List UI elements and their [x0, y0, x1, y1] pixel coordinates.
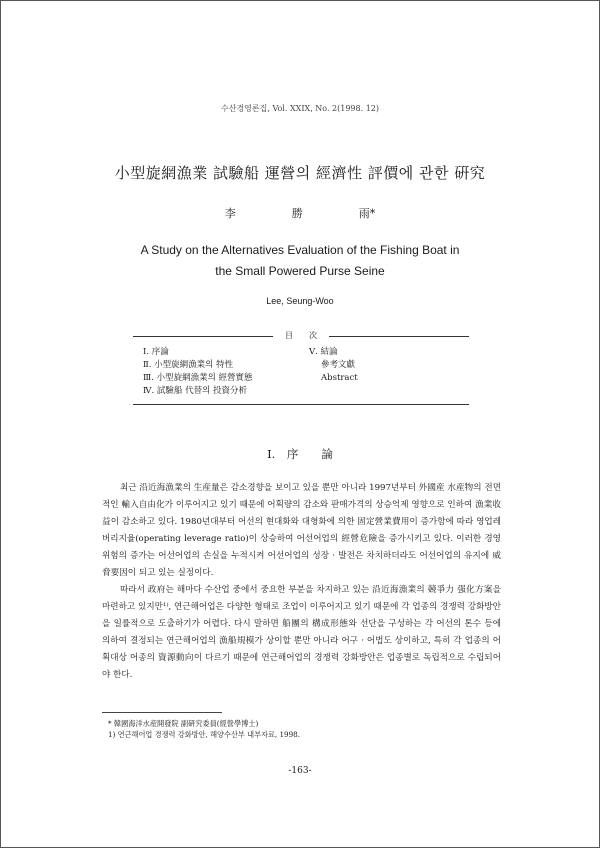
paragraph-1: 최근 沿近海漁業의 生産量은 감소경향을 보이고 있을 뿐만 아니라 1997년부터 外國産 水産物의 전면적인 輸入自由化가 이루어지고 있기 때문에 어획량의 감소와 판매가격의 상승억제 영향으로 인하여 漁業收益이 감소하고 있다. 1980년대부터 어선의 현대화와 대형화에 의한 固定營業費用이 증가함에 따라 영업레버리지율(operating leverage ratio)이 상승하여 어선어업의 經營危險을 증가시키고 있다. 이러한 경영위험의 증가는 어선어업의 손실을 누적시켜 어선어업의 성장 · 발전은 차치하더라도 어선어업의 유지에 威脅要因이 되고 있는 실정이다. — [102, 483, 501, 578]
toc-heading: 目 次 — [273, 330, 329, 341]
table-of-contents — [133, 331, 469, 408]
english-title — [0, 240, 600, 282]
toc-item: Ⅳ. 試驗船 代替의 投資分析 — [143, 386, 248, 396]
toc-item: Ⅲ. 小型旋網漁業의 經營實態 — [143, 373, 253, 383]
toc-left-column — [143, 346, 253, 398]
author-char-2: 勝 — [291, 207, 303, 220]
korean-title: 小型旋網漁業 試驗船 運營의 經濟性 評價에 관한 硏究 — [114, 164, 486, 182]
toc-item: 參考文獻 — [321, 360, 356, 370]
paragraph-2: 따라서 政府는 해마다 수산업 중에서 중요한 부분을 차지하고 있는 沿近海漁業의 競爭力 强化方案을 마련하고 있지만¹⁾, 연근해어업은 다양한 형태로 조업이 이루어지고 있기 때문에 각 업종의 경쟁력 강화방안을 일률적으로 도출하기가 어렵다. 다시 말하면 船團의 構成形態와 선단을 구성하는 각 어선의 톤수 등에 의하여 결정되는 연근해어업의 漁船規模가 상이할 뿐만 아니라 어구 · 어법도 상이하고, 특히 각 업종의 어획대상 어종의 資源動向이 다르기 때문에 연근해어업의 경쟁력 강화방안은 업종별로 독립적으로 수립되어야 한다. — [102, 585, 501, 680]
journal-header: 수산경영론집, Vol. XXIX, No. 2(1998. 12) — [220, 104, 379, 113]
toc-item: Ⅴ. 結論 — [309, 347, 338, 357]
toc-right-column — [309, 346, 358, 385]
author-char-3: 雨* — [358, 207, 376, 220]
author-char-1: 李 — [224, 207, 236, 220]
page-number: -163- — [288, 766, 312, 776]
section-number: Ⅰ. — [267, 447, 276, 461]
english-title-line-1: A Study on the Alternatives Evaluation of the Fishing Boat in — [140, 243, 460, 257]
toc-bottom-rule — [133, 404, 469, 405]
english-title-line-2: the Small Powered Purse Seine — [215, 264, 385, 278]
toc-item: Abstract — [321, 373, 358, 383]
toc-item: Ⅱ. 小型旋網漁業의 特性 — [143, 360, 234, 370]
footnotes — [108, 718, 498, 740]
footnote-rule — [102, 712, 222, 713]
toc-item: Ⅰ. 序論 — [143, 347, 169, 357]
section-heading — [0, 446, 600, 462]
footnote-1: 1) 연근해어업 경쟁력 강화방안, 해양수산부 내부자료, 1998. — [108, 730, 301, 739]
affiliation-note: * 韓國海洋水産開發院 副硏究委員(經營學博士) — [108, 719, 259, 728]
korean-author — [0, 205, 600, 221]
body-text — [102, 480, 501, 684]
section-title: 序 論 — [286, 447, 333, 461]
english-author: Lee, Seung-Woo — [266, 296, 334, 306]
